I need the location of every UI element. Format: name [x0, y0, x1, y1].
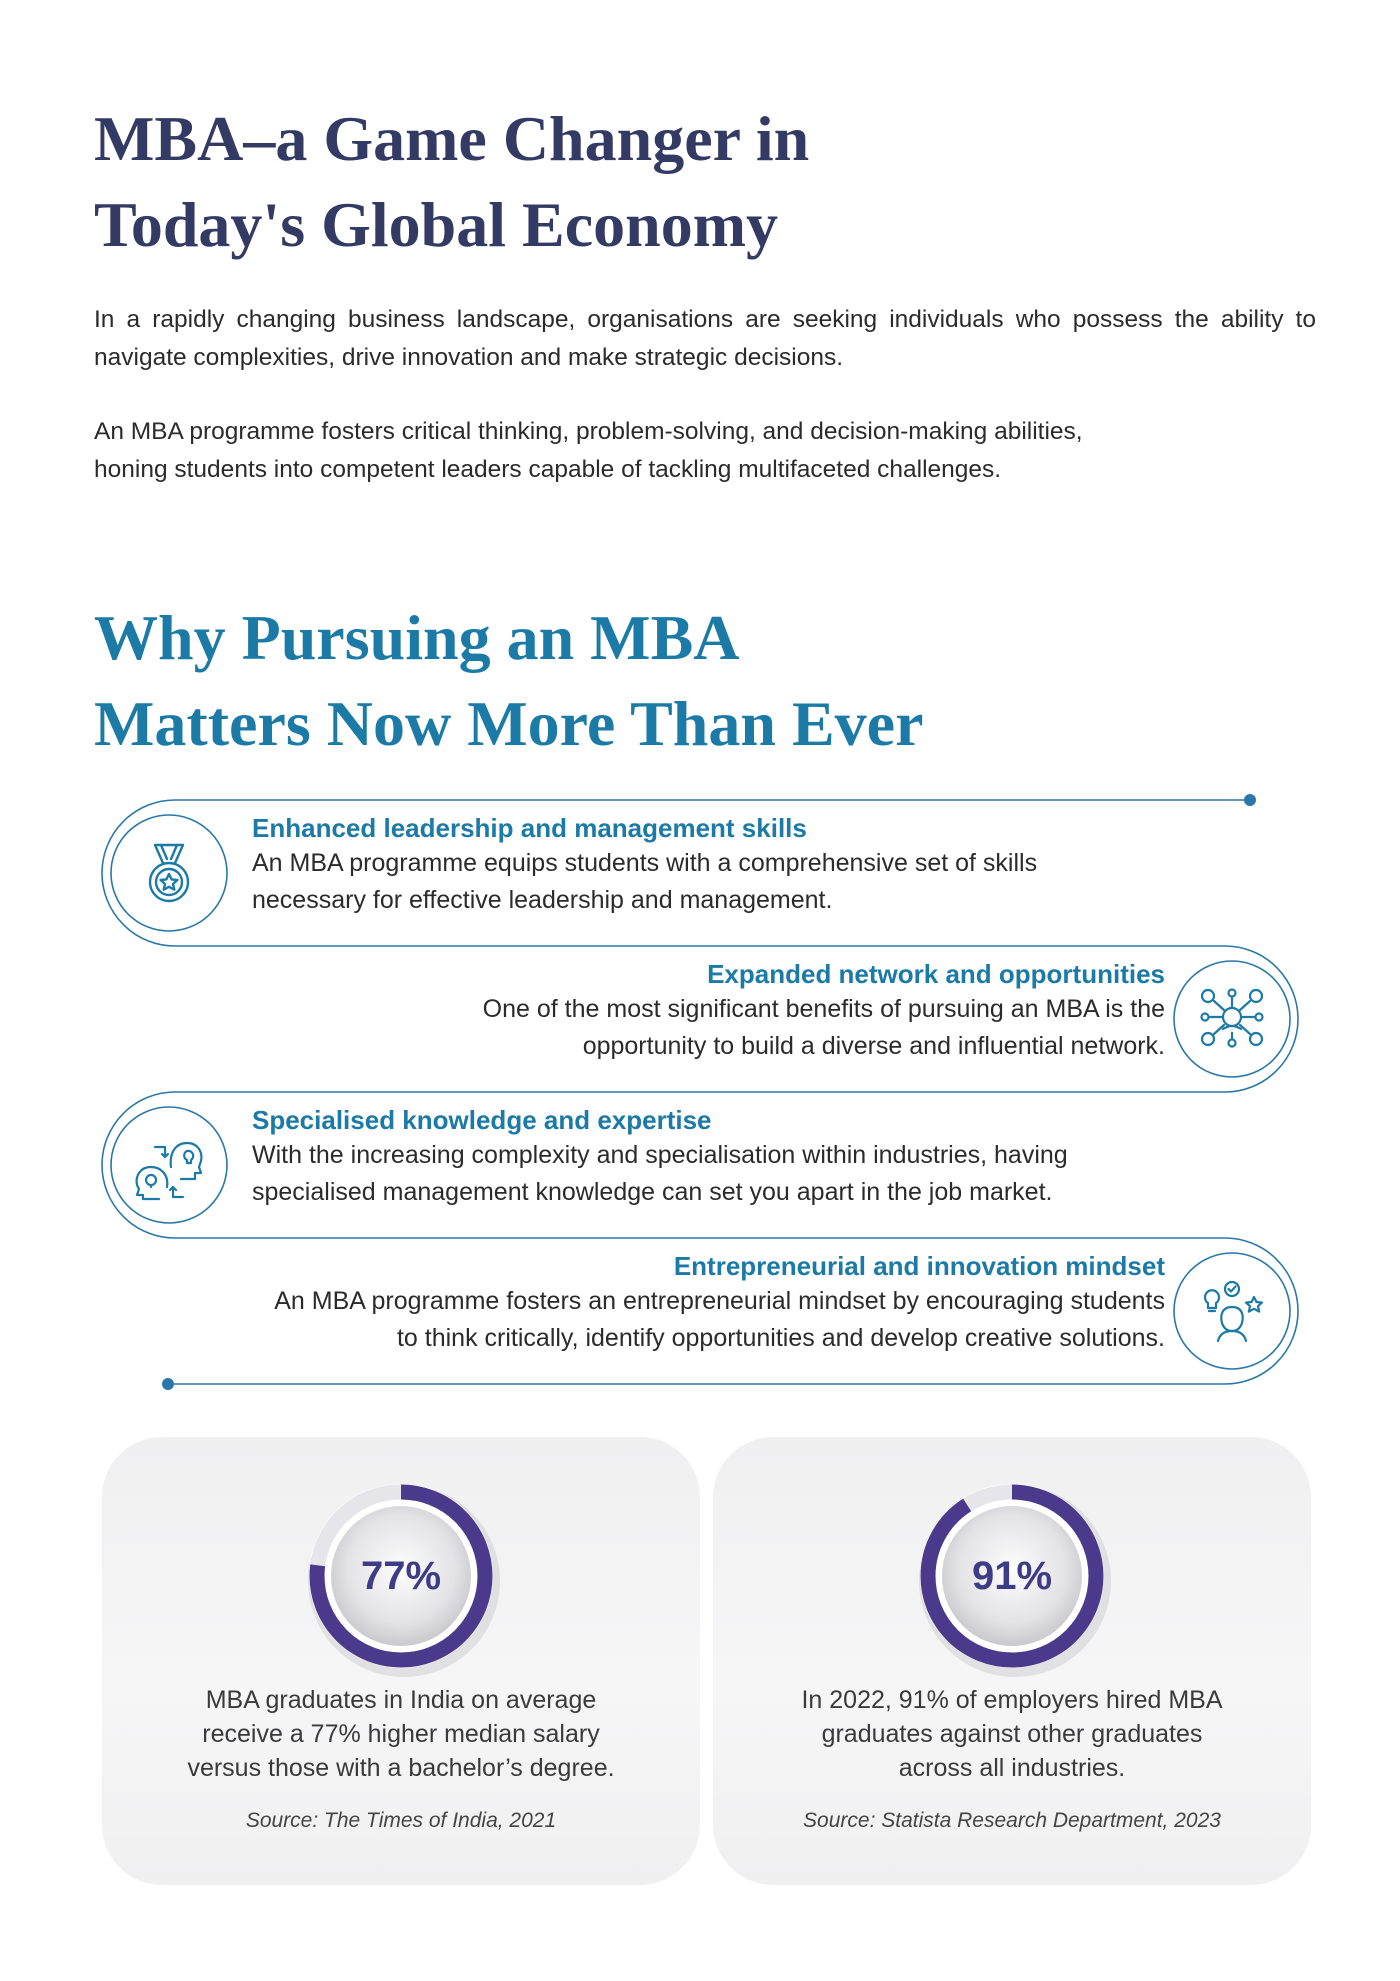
stat-text-salary-line-2: receive a 77% higher median salary — [202, 1720, 600, 1748]
page-title-line-2: Today's Global Economy — [94, 189, 779, 260]
rail-end-dot-top — [1244, 794, 1256, 806]
benefit-leadership — [252, 811, 1037, 919]
rail-end-dot-bottom — [162, 1378, 174, 1390]
benefit-specialised-knowledge-body — [252, 1137, 1068, 1211]
stat-card-employers — [713, 1437, 1311, 1885]
innovator-icon — [1178, 1257, 1286, 1365]
stat-ring-salary — [296, 1471, 506, 1681]
stat-card-salary — [102, 1437, 700, 1885]
benefit-network-title: Expanded network and opportunities — [707, 959, 1165, 989]
medal-icon — [115, 819, 223, 927]
stat-ring-employers — [907, 1471, 1117, 1681]
benefit-specialised-knowledge-title: Specialised knowledge and expertise — [252, 1105, 712, 1135]
stat-source-employers: Source: Statista Research Department, 2023 — [803, 1809, 1221, 1832]
benefit-entrepreneurial-body-line-2: to think critically, identify opportunities and develop creative solutions. — [396, 1324, 1165, 1352]
benefit-network-body-line-2: opportunity to build a diverse and influential network. — [582, 1032, 1165, 1060]
benefit-specialised-knowledge-body-line-1: With the increasing complexity and specialisation within industries, having — [252, 1141, 1068, 1169]
benefit-network — [483, 957, 1165, 1065]
stat-value-salary: 77% — [360, 1554, 442, 1598]
benefit-entrepreneurial — [274, 1249, 1165, 1357]
benefit-specialised-knowledge-body-line-2: specialised management knowledge can set you apart in the job market. — [252, 1178, 1053, 1206]
stat-text-salary-line-1: MBA graduates in India on average — [205, 1686, 597, 1714]
stat-text-employers-line-2: graduates against other graduates — [821, 1720, 1203, 1748]
benefit-leadership-body-line-2: necessary for effective leadership and management. — [252, 886, 833, 914]
stat-text-employers-line-1: In 2022, 91% of employers hired MBA — [801, 1686, 1223, 1714]
stat-value-employers: 91% — [971, 1554, 1053, 1598]
idea-exchange-icon — [115, 1111, 223, 1219]
benefit-leadership-body — [252, 845, 1037, 919]
stat-text-employers — [753, 1683, 1271, 1785]
benefit-entrepreneurial-title: Entrepreneurial and innovation mindset — [673, 1251, 1165, 1281]
stat-source-salary: Source: The Times of India, 2021 — [245, 1809, 557, 1832]
network-icon — [1178, 965, 1286, 1073]
page-title-line-1: MBA–a Game Changer in — [94, 103, 810, 174]
intro-paragraph-1: In a rapidly changing business landscape, organisations are seeking individuals who possess the ability to navigate complexities, drive innovation and make strategic decisions. — [94, 306, 1316, 371]
stat-text-employers-line-3: across all industries. — [898, 1754, 1126, 1782]
benefit-network-body-line-1: One of the most significant benefits of pursuing an MBA is the — [482, 995, 1165, 1023]
benefit-entrepreneurial-body-line-1: An MBA programme fosters an entrepreneurial mindset by encouraging students — [274, 1287, 1165, 1315]
section-title-line-1: Why Pursuing an MBA — [94, 602, 740, 673]
benefit-leadership-title: Enhanced leadership and management skills — [252, 813, 807, 843]
intro-paragraph-2-line-2: honing students into competent leaders capable of tackling multifaceted challenges. — [94, 456, 1002, 483]
benefit-entrepreneurial-body — [274, 1283, 1165, 1357]
stat-text-salary-line-3: versus those with a bachelor’s degree. — [187, 1754, 615, 1782]
intro-paragraph-2-line-1: An MBA programme fosters critical thinking, problem-solving, and decision-making abilities, — [94, 418, 1083, 445]
benefit-network-body — [483, 991, 1165, 1065]
stat-text-salary — [142, 1683, 660, 1785]
benefit-leadership-body-line-1: An MBA programme equips students with a comprehensive set of skills — [252, 849, 1038, 877]
benefit-specialised-knowledge — [252, 1103, 1068, 1211]
section-title-line-2: Matters Now More Than Ever — [94, 688, 924, 759]
